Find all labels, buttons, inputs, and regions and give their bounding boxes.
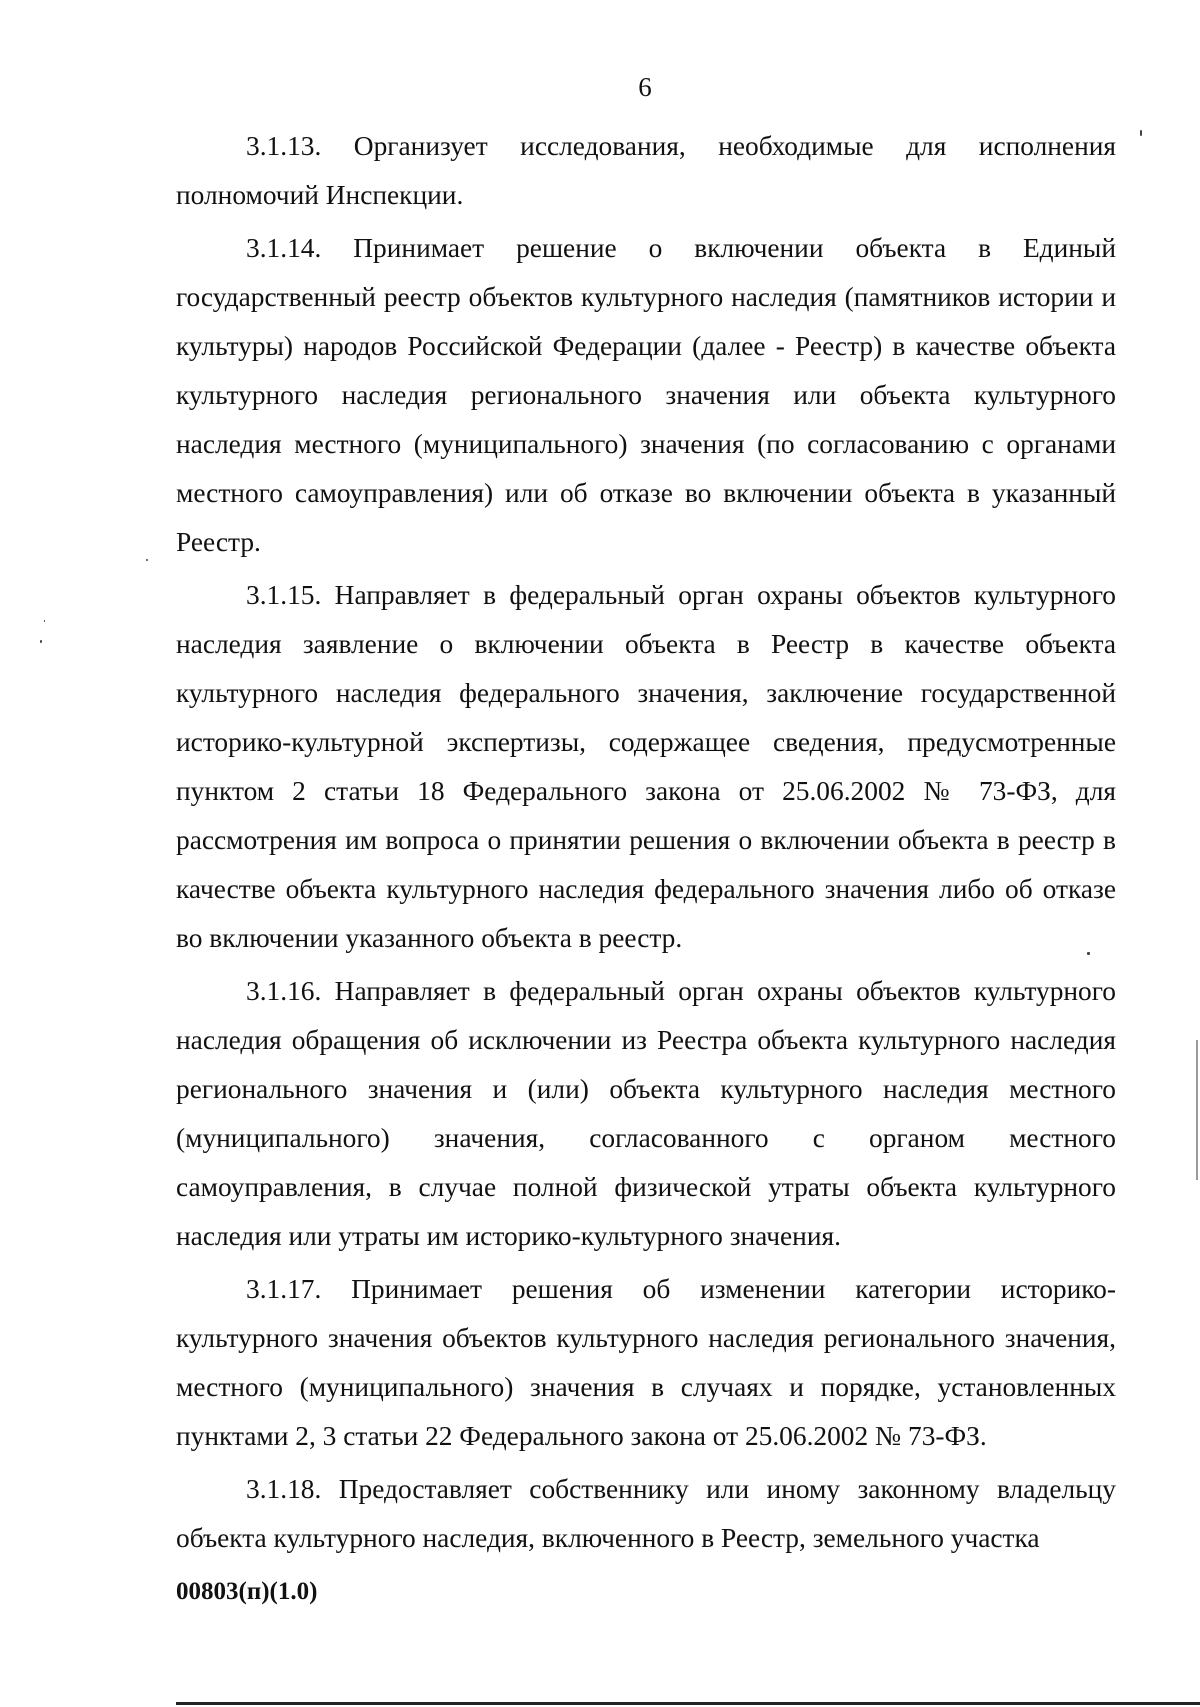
paragraph-3-1-17: 3.1.17. Принимает решения об изменении категории историко-культурного значения объектов культурного наследия регионального значения, местного (муниципального) значения в случаях и порядке, установленных пунктами 2, 3 статьи 22 Федерального закона от 25.06.2002 № 73-ФЗ. (176, 1274, 1116, 1451)
bottom-rule (176, 1702, 1200, 1705)
document-body (176, 122, 1116, 1567)
paragraph-3-1-16: 3.1.16. Направляет в федеральный орган охраны объектов культурного наследия обращения об исключении из Реестра объекта культурного наследия регионального значения и (или) объекта культурного наследия местного (муниципального) значения, согласованного с органом местного самоуправления, в случае полной физической утраты объекта культурного наследия или утраты им историко-культурного значения. (176, 976, 1116, 1251)
scan-speck (1140, 130, 1142, 136)
scan-speck (1087, 952, 1090, 955)
document-code: 00803(п)(1.0) (176, 1578, 318, 1605)
paragraph-3-1-18: 3.1.18. Предоставляет собственнику или иному законному владельцу объекта культурного наследия, включенного в Реестр, земельного участка (176, 1474, 1116, 1553)
paragraph-3-1-13: 3.1.13. Организует исследования, необходимые для исполнения полномочий Инспекции. (176, 131, 1116, 210)
scan-speck (146, 559, 148, 561)
scan-speck (44, 620, 45, 622)
page-number: 6 (638, 72, 652, 102)
paragraph-3-1-14: 3.1.14. Принимает решение о включении объекта в Единый государственный реестр объектов культурного наследия (памятников истории и культуры) народов Российской Федерации (далее - Реестр) в качестве объекта культурного наследия регионального значения или объекта культурного наследия местного (муниципального) значения (по согласованию с органами местного самоуправления) или об отказе во включении объекта в указанный Реестр. (176, 233, 1116, 557)
scan-edge-line (1196, 1040, 1198, 1180)
scan-speck (40, 640, 42, 643)
paragraph-3-1-15: 3.1.15. Направляет в федеральный орган охраны объектов культурного наследия заявление о включении объекта в Реестр в качестве объекта культурного наследия федерального значения, заключение государственной историко-культурной экспертизы, содержащее сведения, предусмотренные пунктом 2 статьи 18 Федерального закона от 25.06.2002 № 73-ФЗ, для рассмотрения им вопроса о принятии решения о включении объекта в реестр в качестве объекта культурного наследия федерального значения либо об отказе во включении указанного объекта в реестр. (176, 580, 1116, 953)
